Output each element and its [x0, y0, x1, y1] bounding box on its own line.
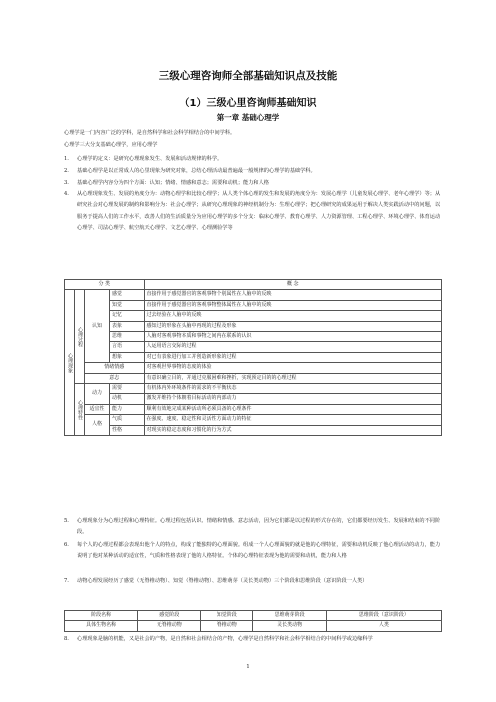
list-item-7 — [64, 576, 442, 587]
table-header-row — [65, 280, 442, 290]
list-text: 从心理现象发生、发展的角度分为：动物心理学和比较心理学；从人类个体心理的发生和发展的角度分为：发展心理学（儿童发展心理学、老年心理学）等；从研究社会对心理发展的制约和影响分为：社会心理学；从研究心理现象的神经机制分为：生理心理学；把心理研究的成果运用于解决人类实践活动中的问题，以服务于提高人们的工作水平，改善人们的生活质量分为应用心理学的多个分支：临床心理学、教育心理学、人力资源管理、工程心理学、环境心理学、体育运动心理学、司法心理学、航空航天心理学、文艺心理学、心理测验学等 — [77, 191, 441, 231]
table-cell: 人脑对客观事物本质和事物之间内在联系的认识 — [144, 332, 441, 342]
document-title: 三级心理咨询师全部基础知识点及技能 — [158, 70, 338, 82]
table-cell: 性格 — [110, 425, 145, 435]
table-row — [65, 404, 442, 414]
list-item-4 — [64, 189, 442, 234]
list-text: 心理现象是脑的机能，又是社会的产物，是自然和社会相结合的产物，心理学是自然科学和社会科学相结合的中间科学或边缘科学 — [77, 636, 373, 642]
group-traits-label: 心理特性 — [75, 384, 85, 436]
table-cell: 意志 — [85, 373, 145, 383]
table-cell: 直接作用于感觉器官的客观事物整体属性在人脑中的反映 — [144, 300, 441, 310]
motive-label: 动力 — [85, 384, 110, 405]
list-text: 基础心理学内容分为四个方面：认知；情绪、情感和意志；需要和动机；能力和人格 — [77, 180, 269, 186]
table-cell: 有机体内外环境条件的需求的不平衡状态 — [144, 384, 441, 394]
table-cell: 顺利有效地完成某种活动所必须具备的心理条件 — [144, 404, 441, 414]
table-cell: 适宜性 — [85, 404, 110, 414]
table-row — [65, 311, 442, 321]
table-row — [65, 384, 442, 394]
list-item-3 — [64, 178, 442, 189]
table-cell: 脊椎动物 — [201, 621, 253, 631]
table-row — [65, 363, 442, 373]
chapter-heading: 第一章 基础心理学 — [216, 113, 280, 122]
list-item-1 — [64, 154, 442, 165]
table-cell: 思维阶段（意识阶段） — [326, 611, 441, 621]
psychology-phenomena-table — [64, 279, 442, 436]
cognition-label: 认知 — [85, 290, 110, 363]
list-text: 基础心理学是以正常成人的心里现象为研究对象，总结心理活动最普遍最一般规律的心理学的基础学科。 — [77, 168, 316, 174]
table-cell: 直接作用于感觉器官的客观事物个别属性在人脑中的反映 — [144, 290, 441, 300]
list-number: 4. — [64, 191, 69, 197]
table-cell: 在强度、速度、稳定性和灵活性方面动力的特征 — [144, 415, 441, 425]
list-text: 心理学的定义：是研究心理现象发生、发展和活动规律的科学。 — [77, 156, 223, 162]
list-number: 3. — [64, 180, 69, 186]
table-header-cell: 概 念 — [144, 280, 441, 290]
list-item-5 — [64, 516, 442, 539]
table-row — [65, 425, 442, 435]
group-process-label: 心理过程 — [75, 290, 85, 384]
list-number: 2. — [64, 168, 69, 174]
list-number: 7. — [64, 578, 69, 584]
table-cell: 思维 — [110, 332, 145, 342]
table-cell: 表象 — [110, 321, 145, 331]
animal-stage-table — [64, 610, 442, 632]
table-cell: 能力 — [110, 404, 145, 414]
table-row — [65, 332, 442, 342]
page-number: 1 — [246, 664, 250, 670]
table-row — [65, 342, 442, 352]
table-cell: 想象 — [110, 352, 145, 362]
list-number: 1. — [64, 156, 69, 162]
table-cell: 记忆 — [110, 311, 145, 321]
table-cell: 对现实的稳定态度和习惯化的行为方式 — [144, 425, 441, 435]
intro-line-1: 心理学是一门内容广泛的学科，是自然科学和社会科学相结合的中间学科。 — [64, 130, 236, 136]
table-cell: 具体生物名称 — [65, 621, 138, 631]
table-row — [65, 352, 442, 362]
group-outer-label: 心理现象 — [65, 290, 75, 436]
list-item-6 — [64, 540, 442, 563]
table-cell: 气质 — [110, 415, 145, 425]
list-text: 动物心理发展经历了感觉（无脊椎动物）、知觉（脊椎动物）、思维萌芽（灵长类动物）三个阶段和思维阶段（意识阶段一人类） — [77, 578, 368, 584]
table-row — [65, 290, 442, 300]
table-cell: 人运用语言交际的过程 — [144, 342, 441, 352]
table-cell: 知觉阶段 — [201, 611, 253, 621]
table-row — [65, 300, 442, 310]
table-cell: 对客观世界事物的态度的体验 — [144, 363, 441, 373]
table-cell: 无脊椎动物 — [138, 621, 201, 631]
table-row — [65, 611, 442, 621]
table-cell: 动机 — [110, 394, 145, 404]
list-number: 8. — [64, 636, 69, 642]
list-number: 5. — [64, 518, 69, 524]
table-header-cell: 分 类 — [65, 280, 145, 290]
table-cell: 知觉 — [110, 300, 145, 310]
list-item-8 — [64, 634, 442, 645]
table-cell: 感觉 — [110, 290, 145, 300]
table-cell: 感知过的形象在头脑中再现的过程及形象 — [144, 321, 441, 331]
table-row — [65, 321, 442, 331]
table-cell: 言语 — [110, 342, 145, 352]
table-cell: 有意识确立目的，并通过克服困难和挫折，实现预定目的的心理过程 — [144, 373, 441, 383]
document-subtitle: （1）三级心里咨询师基础知识 — [179, 98, 317, 109]
list-text: 心理现象分为心理过程和心理特征。心理过程包括认识、情绪和情感、意志活动，因为它们都是以过程的形式存在的，它们都要经历发生、发展和结束的不同阶段。 — [77, 518, 441, 536]
table-row — [65, 394, 442, 404]
table-cell: 对已有表象进行加工并创造新形象的过程 — [144, 352, 441, 362]
table-row — [65, 415, 442, 425]
intro-line-2: 心理学三大分支基础心理学，应用心理学 — [64, 142, 158, 148]
table-cell: 情绪情感 — [85, 363, 145, 373]
table-cell: 思维萌芽阶段 — [253, 611, 326, 621]
table-row — [65, 373, 442, 383]
table-cell: 人类 — [326, 621, 441, 631]
table-cell: 需要 — [110, 384, 145, 394]
list-text: 每个人的心理过程都会表现出他个人的特点，构成了能独特的心理面貌。组成一个人心理面貌的就是他的心理特征，需要和动机反映了他心理活动的动力，能力说明了他对某种活动的适宜性，气质和性格表现了他的人格特征。个体的心理特征表现为他的需要和动机，能力和人格 — [77, 542, 441, 560]
table-cell: 激发并维持个体朝着目标活动的内部动力 — [144, 394, 441, 404]
table-row — [65, 621, 442, 631]
table-cell: 感觉阶段 — [138, 611, 201, 621]
table-cell: 灵长类动物 — [253, 621, 326, 631]
list-number: 6. — [64, 542, 69, 548]
table-cell: 阶段名称 — [65, 611, 138, 621]
personality-label: 人格 — [85, 415, 110, 436]
list-item-2 — [64, 166, 442, 177]
table-cell: 过去经验在人脑中的反映 — [144, 311, 441, 321]
